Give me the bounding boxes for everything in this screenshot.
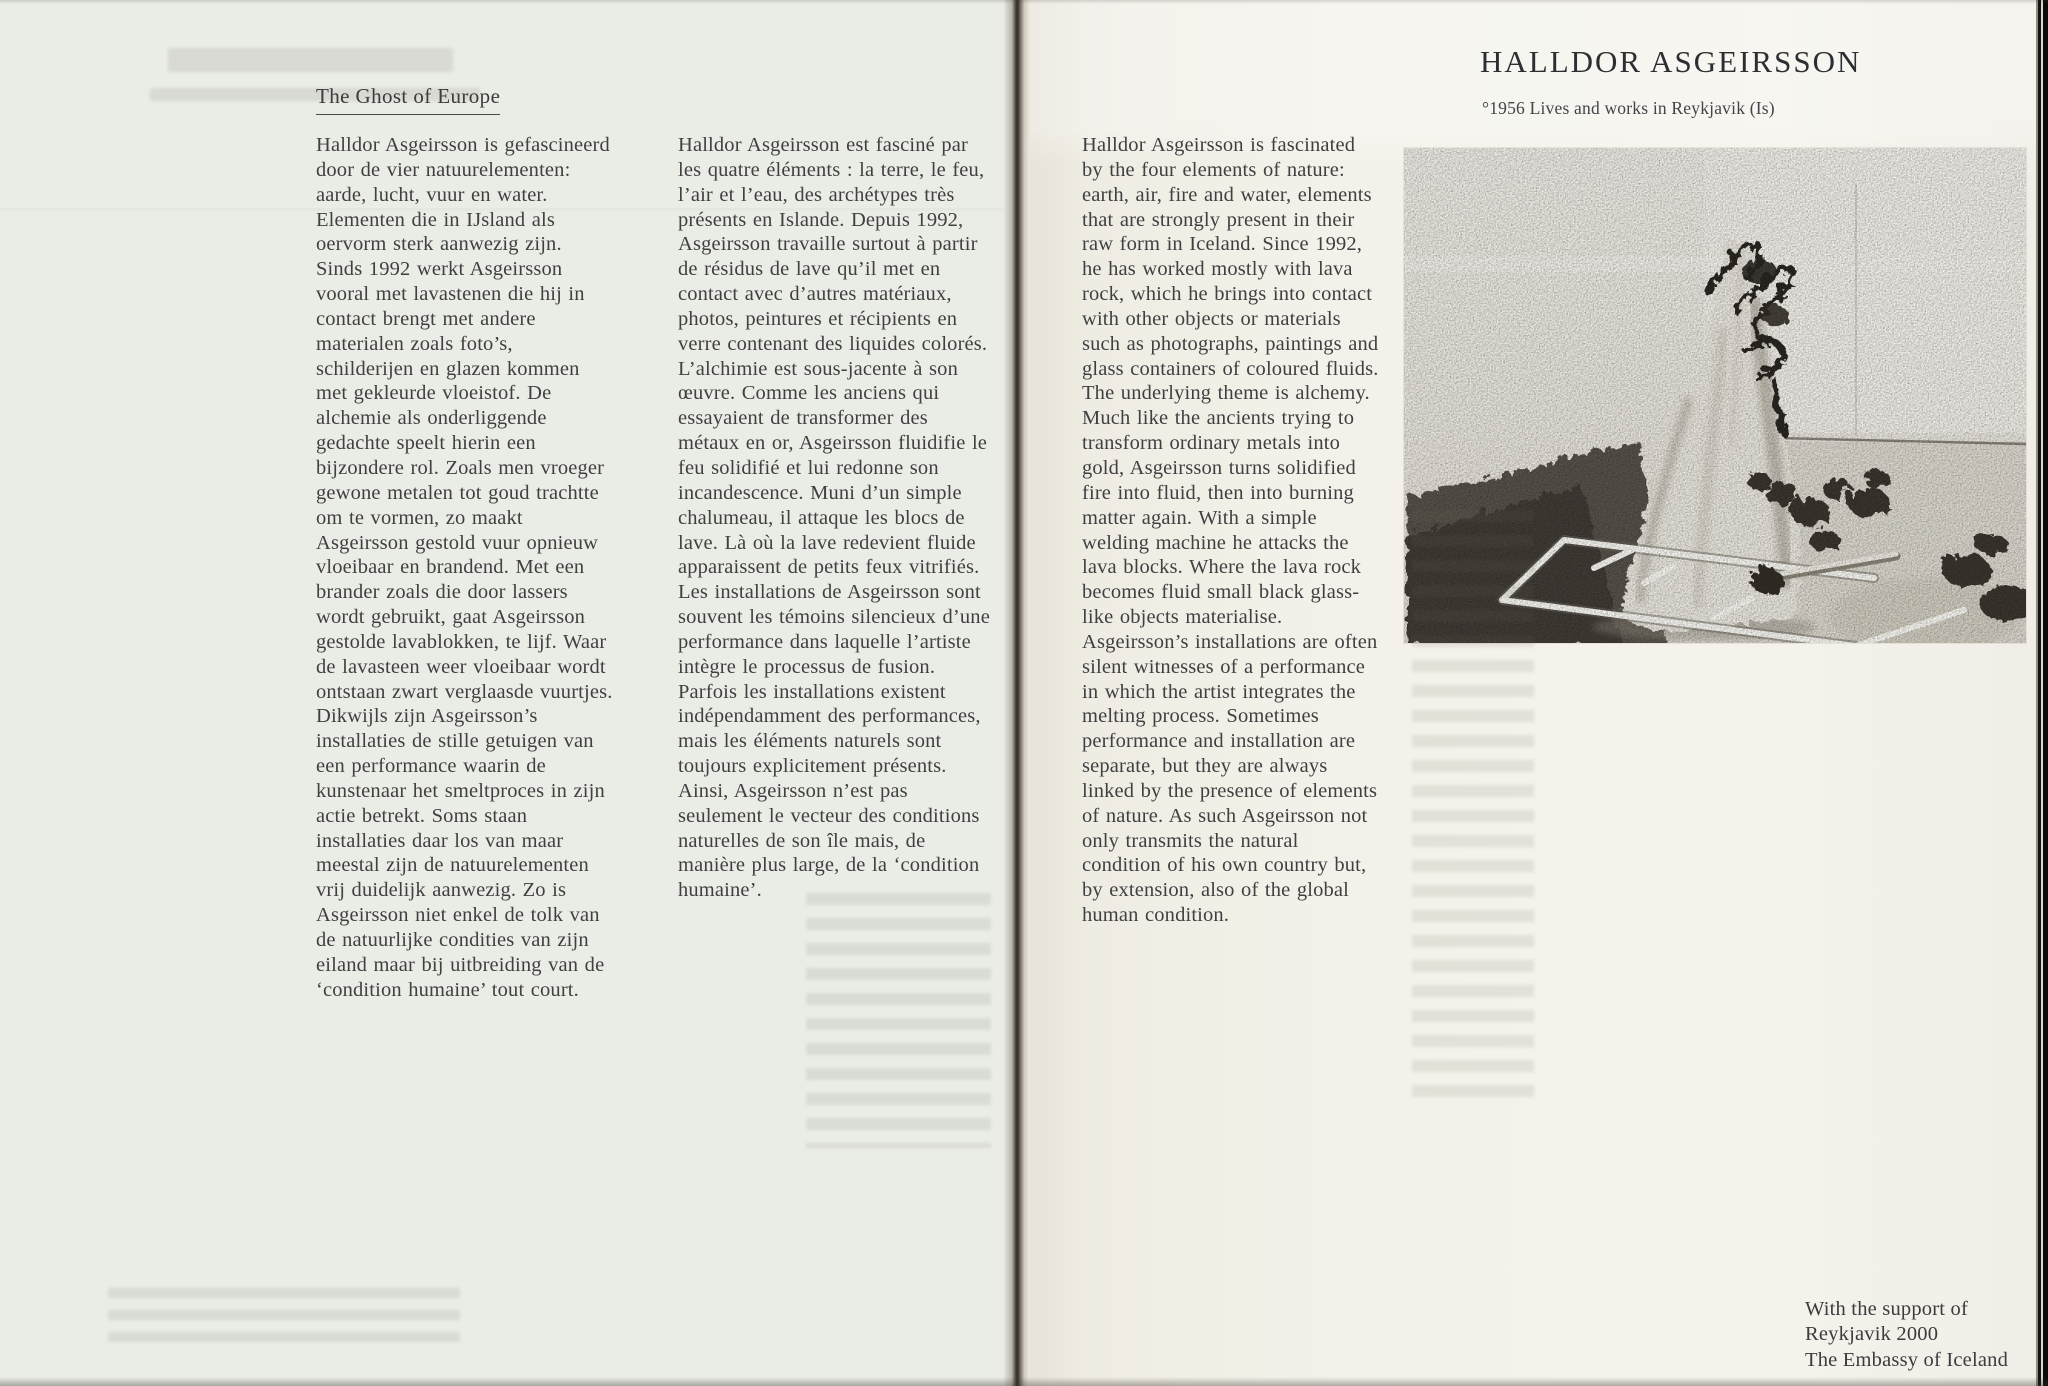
right-page bbox=[1030, 0, 2036, 1386]
column-english: Halldor Asgeirsson is fascinated by the four elements of nature: earth, air, fire and water, elements that are strongly present in their raw form in Iceland. Since 1992, he has worked mostly with lava rock, which he brings into contact with other objects or materials such as photographs, paintings and glass containers of coloured fluids. The underlying theme is alchemy. Much like the ancients trying to transform ordinary metals into gold, Asgeirsson turns solidified fire into fluid, then into burning matter again. With a simple welding machine he attacks the lava blocks. Where the lava rock becomes fluid small black glass-like objects materialise. Asgeirsson’s installations are often silent witnesses of a performance in which the artist integrates the melting process. Sometimes performance and installation are separate, but they are always linked by the presence of elements of nature. As such Asgeirsson not only transmits the natural condition of his own country but, by extension, also of the global human condition. bbox=[1082, 134, 1379, 927]
essay-title: The Ghost of Europe bbox=[316, 84, 500, 115]
binding-gutter bbox=[1004, 0, 1030, 1386]
bleedthrough-column bbox=[806, 893, 991, 1148]
support-line: The Embassy of Iceland bbox=[1805, 1348, 2009, 1371]
column-french: Halldor Asgeirsson est fasciné par les quatre éléments : la terre, le feu, l’air et l’eau, des archétypes très présents en Islande. Depuis 1992, Asgeirsson travaille surtout à partir de résidus de lave qu’il met en contact avec d’autres matériaux, photos, peintures et récipients en verre contenant des liquides colorés. L’alchimie est sous-jacente à son œuvre. Comme les anciens qui essayaient de transformer des métaux en or, Asgeirsson fluidifie le feu solidifié et lui redonne son incandescence. Muni d’un simple chalumeau, il attaque les blocs de lave. Là où la lave redevient fluide apparaissent de petits feux vitrifiés. Les installations de Asgeirsson sont souvent les témoins silencieux d’une performance dans laquelle l’artiste intègre le processus de fusion. Parfois les installations existent indépendamment des performances, mais les éléments naturels sont toujours explicitement présents. Ainsi, Asgeirsson n’est pas seulement le vecteur des conditions naturelles de son île mais, de manière plus large, de la ‘condition humaine’. bbox=[678, 134, 990, 902]
support-line: With the support of bbox=[1805, 1298, 1968, 1320]
column-dutch: Halldor Asgeirsson is gefascineerd door de vier natuurelementen: aarde, lucht, vuur en water. Elementen die in IJsland als oervorm sterk aanwezig zijn. Sinds 1992 werkt Asgeirsson vooral met lavastenen die hij in contact brengt met andere materialen zoals foto’s, schilderijen en glazen kommen met gekleurde vloeistof. De alchemie als onderliggende gedachte speelt hierin een bijzondere rol. Zoals men vroeger gewone metalen tot goud trachtte om te vormen, zo maakt Asgeirsson gestold vuur opnieuw vloeibaar en brandend. Met een brander zoals die door lassers wordt gebruikt, gaat Asgeirsson gestolde lavablokken, te lijf. Waar de lavasteen weer vloeibaar wordt ontstaan zwart verglaasde vuurtjes. Dikwijls zijn Asgeirsson’s installaties de stille getuigen van een performance waarin de kunstenaar het smeltproces in zijn actie betrekt. Soms staan installaties daar los van maar meestal zijn de natuurelementen vrij duidelijk aanwezig. Zo is Asgeirsson niet enkel de tolk van de natuurlijke condities van zijn eiland maar bij uitbreiding van de ‘condition humaine’ tout court. bbox=[316, 134, 613, 1001]
bleedthrough-footer bbox=[108, 1288, 460, 1354]
book-edge-top bbox=[0, 0, 2048, 4]
support-credit bbox=[1805, 1297, 2008, 1373]
left-page bbox=[0, 0, 1008, 1386]
support-line: Reykjavik 2000 bbox=[1805, 1323, 1939, 1346]
artist-bio-line: °1956 Lives and works in Reykjavik (Is) bbox=[1482, 98, 1775, 118]
book-edge-bottom bbox=[0, 1377, 2048, 1386]
artist-name-title: HALLDOR ASGEIRSSON bbox=[1480, 44, 1862, 79]
book-edge-right bbox=[2036, 0, 2048, 1386]
installation-photo bbox=[1404, 148, 2026, 643]
